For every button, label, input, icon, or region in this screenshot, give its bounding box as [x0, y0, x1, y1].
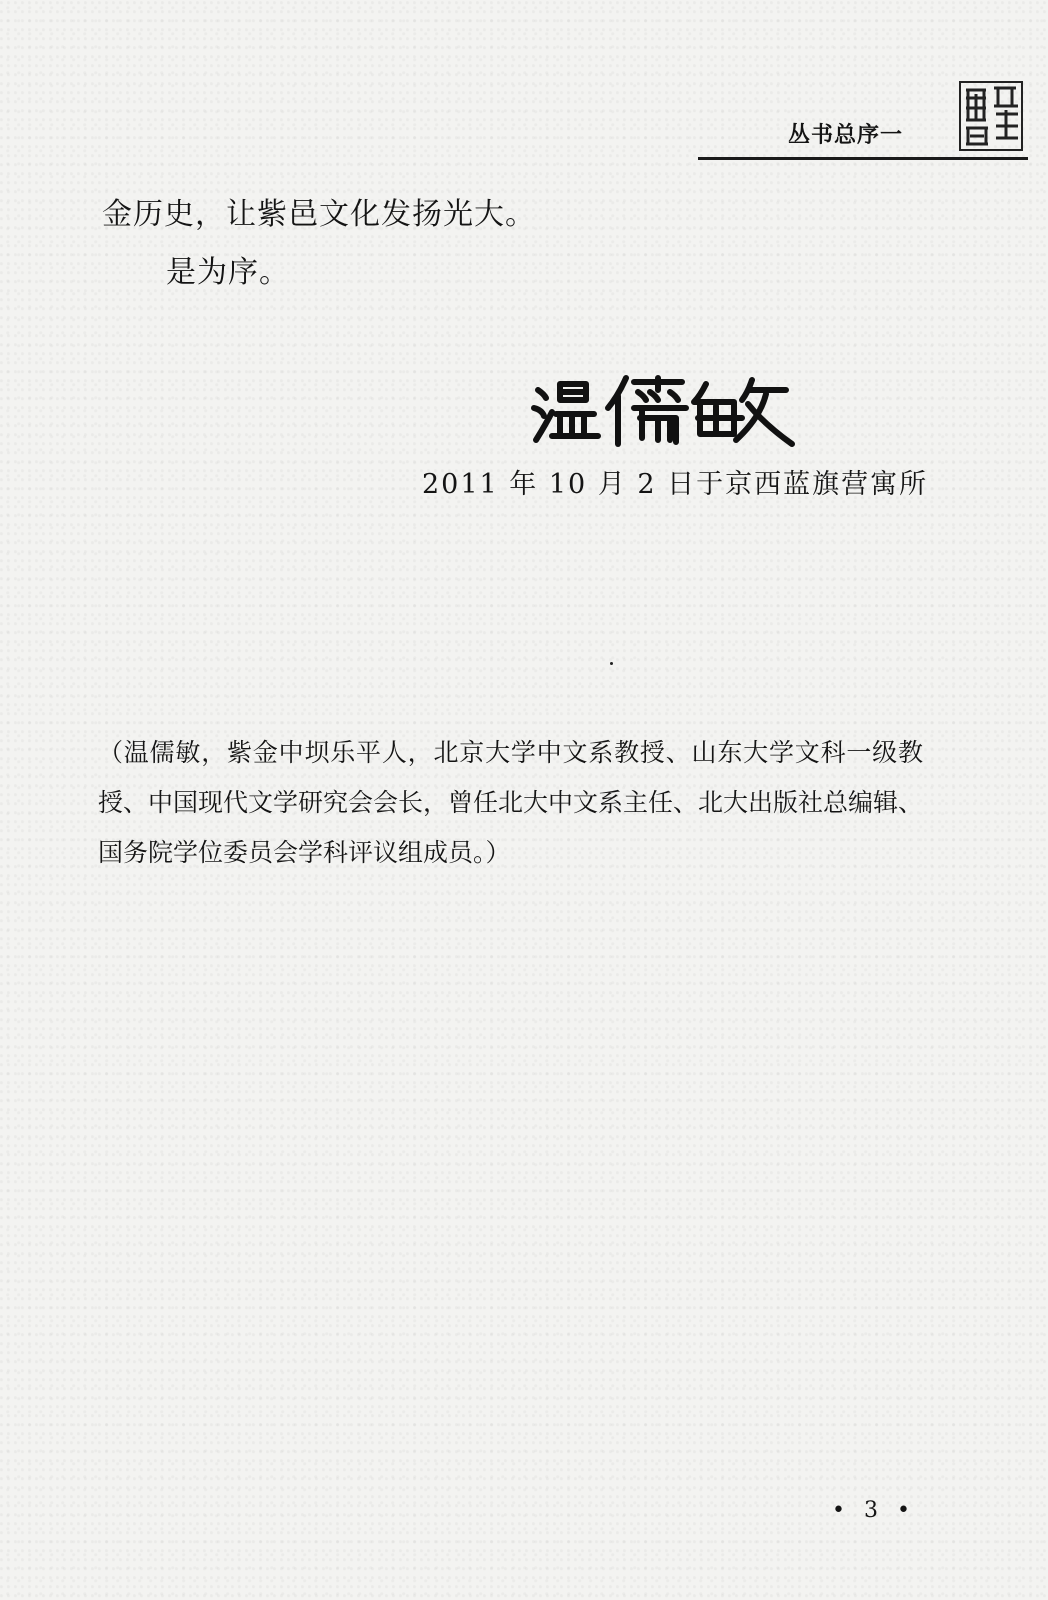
- running-header-title: 丛书总序一: [788, 123, 904, 148]
- body-text-line: 是为序。: [166, 255, 290, 290]
- date-location-line: 2011 年 10 月 2 日于京西蓝旗营寓所: [422, 469, 929, 500]
- seal-logo-icon: [958, 80, 1024, 152]
- handwritten-signature-icon: [530, 370, 800, 450]
- author-bio-note: [98, 728, 923, 878]
- bio-paragraph: （温儒敏，紫金中坝乐平人，北京大学中文系教授、山东大学文科一级教授、中国现代文学研究会会长，曾任北大中文系主任、北大出版社总编辑、国务院学位委员会学科评议组成员。）: [98, 738, 924, 867]
- body-text-line: 金历史，让紫邑文化发扬光大。: [102, 197, 536, 232]
- header-rule: [698, 157, 1028, 160]
- page-number: • 3 •: [832, 1498, 916, 1523]
- print-speck: [610, 662, 613, 665]
